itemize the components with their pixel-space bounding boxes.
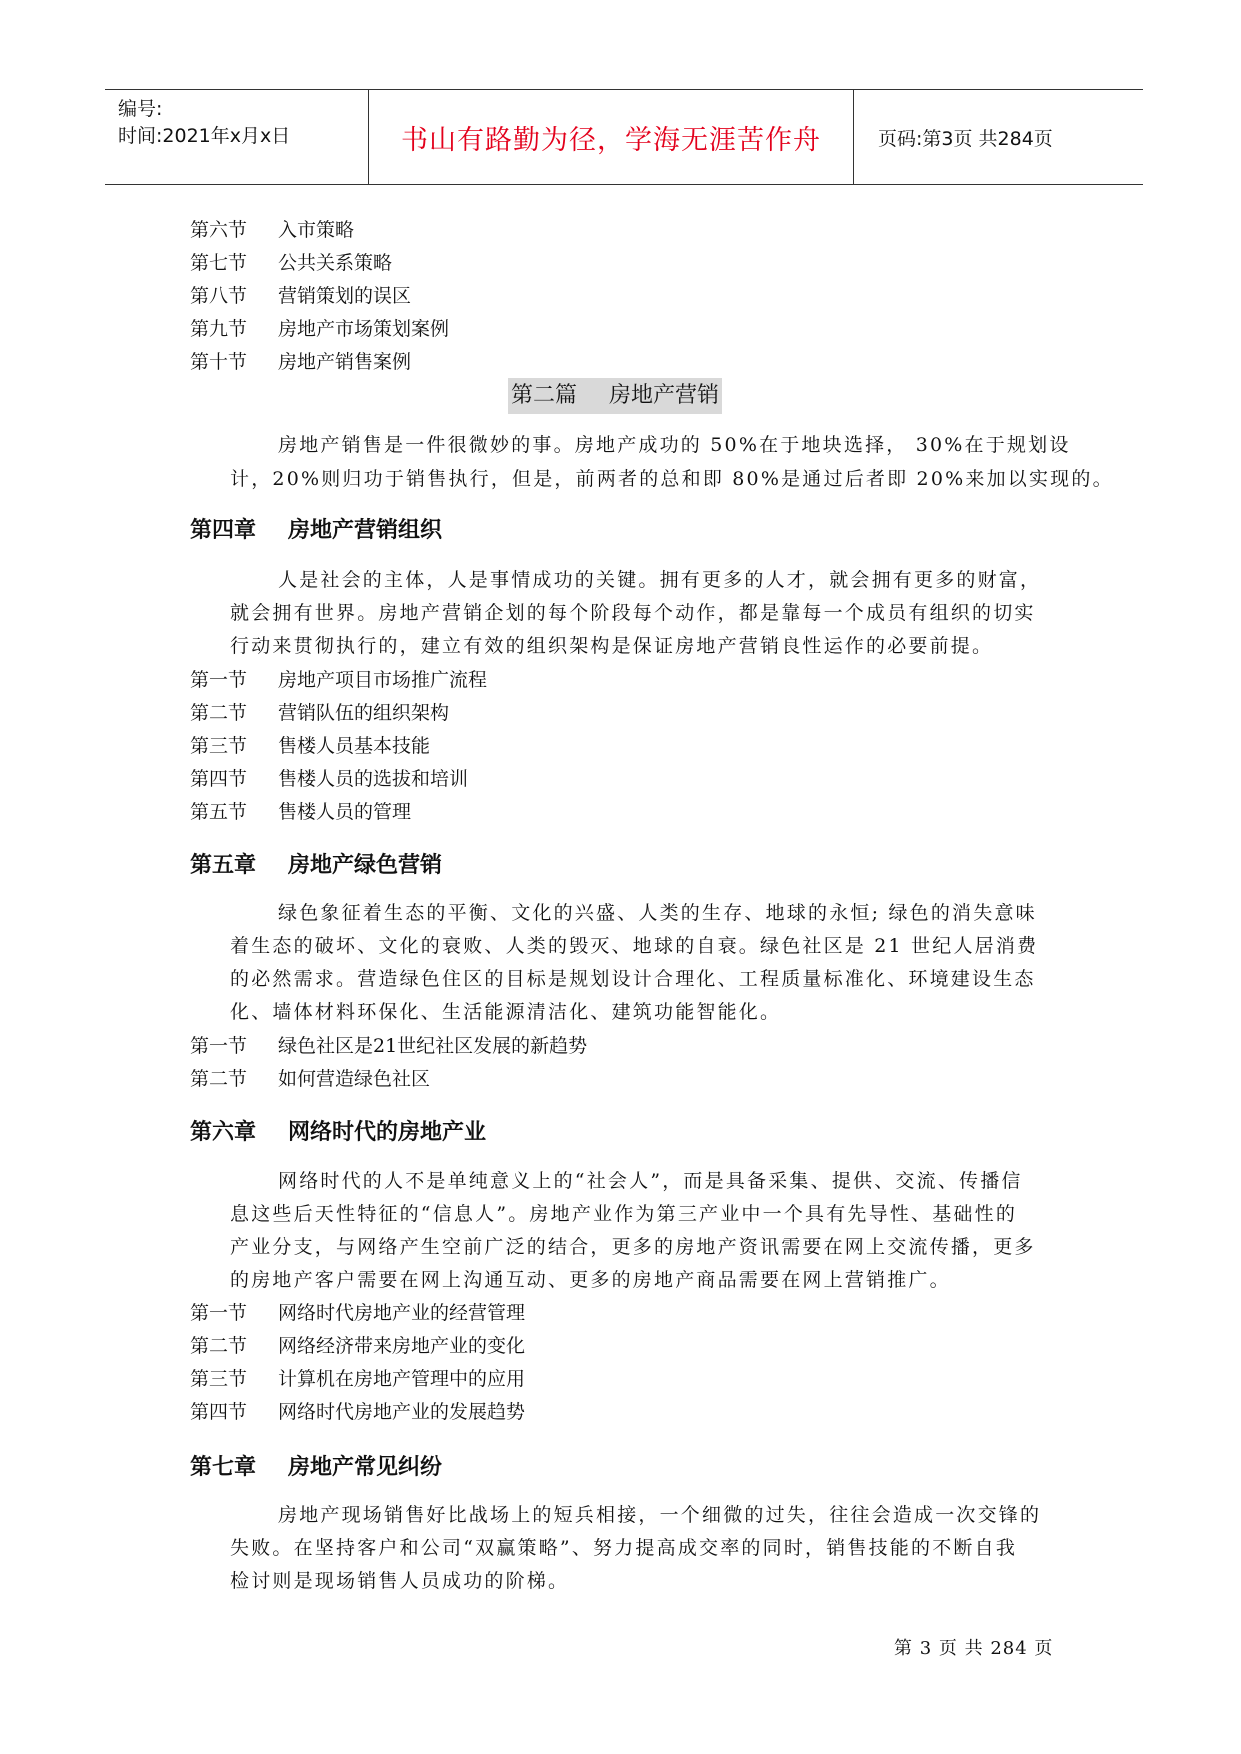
chapter-paragraph-line: 产业分支，与网络产生空前广泛的结合，更多的房地产资讯需要在网上交流传播，更多 [230, 1236, 1036, 1258]
toc-item [190, 1364, 525, 1391]
chapter-number: 第七章 [190, 1454, 257, 1480]
page-footer: 第 3 页 共 284 页 [894, 1638, 1054, 1659]
toc-item [190, 1064, 430, 1091]
section-number: 第一节 [190, 1035, 248, 1057]
chapter-paragraph-line: 绿色象征着生态的平衡、文化的兴盛、人类的生存、地球的永恒; 绿色的消失意味 [278, 902, 1037, 924]
section-title: 房地产市场策划案例 [278, 318, 450, 340]
page-number-label: 页码:第3页 共284页 [878, 128, 1053, 150]
chapter-title: 房地产营销组织 [288, 517, 443, 543]
section-title: 公共关系策略 [278, 252, 393, 274]
chapter-paragraph-line: 化、墙体材料环保化、生活能源清洁化、建筑功能智能化。 [230, 1001, 782, 1023]
section-number: 第一节 [190, 1302, 248, 1324]
section-title: 售楼人员的管理 [278, 801, 412, 823]
section-title: 营销队伍的组织架构 [278, 702, 450, 724]
chapter-number: 第五章 [190, 852, 257, 878]
section-number: 第二节 [190, 1335, 248, 1357]
section-title: 营销策划的误区 [278, 285, 412, 307]
section-number: 第四节 [190, 1401, 248, 1423]
chapter-heading [190, 1115, 486, 1146]
section-number: 第七节 [190, 252, 248, 274]
section-title: 网络时代房地产业的经营管理 [278, 1302, 526, 1324]
part-intro-line: 计，20%则归功于销售执行，但是，前两者的总和即 80%是通过后者即 20%来加以实现的。 [230, 468, 1114, 490]
section-title: 网络时代房地产业的发展趋势 [278, 1401, 526, 1423]
chapter-heading [190, 1450, 442, 1481]
section-title: 售楼人员基本技能 [278, 735, 431, 757]
section-number: 第五节 [190, 801, 248, 823]
toc-item [190, 1298, 525, 1325]
part-number: 第二篇 [511, 383, 578, 408]
chapter-paragraph-line: 房地产现场销售好比战场上的短兵相接，一个细微的过失，往往会造成一次交锋的 [278, 1504, 1042, 1526]
toc-item [190, 698, 449, 725]
section-title: 房地产项目市场推广流程 [278, 669, 488, 691]
section-title: 入市策略 [278, 219, 355, 241]
section-number: 第十节 [190, 351, 248, 373]
section-title: 如何营造绿色社区 [278, 1068, 431, 1090]
section-number: 第八节 [190, 285, 248, 307]
header-page-cell [854, 90, 1143, 184]
toc-item [190, 764, 468, 791]
chapter-paragraph-line: 着生态的破坏、文化的衰败、人类的毁灭、地球的自衰。绿色社区是 21 世纪人居消费 [230, 935, 1039, 957]
toc-item [190, 731, 430, 758]
chapter-paragraph-line: 人是社会的主体，人是事情成功的关键。拥有更多的人才，就会拥有更多的财富， [278, 569, 1042, 591]
header-meta-cell [105, 90, 369, 184]
section-number: 第二节 [190, 702, 248, 724]
toc-item [190, 248, 392, 275]
chapter-title: 网络时代的房地产业 [288, 1119, 487, 1145]
motto-text: 书山有路勤为径，学海无涯苦作舟 [401, 125, 821, 156]
section-number: 第三节 [190, 1368, 248, 1390]
section-number: 第一节 [190, 669, 248, 691]
chapter-title: 房地产常见纠纷 [288, 1454, 443, 1480]
part-heading [508, 378, 722, 414]
chapter-paragraph-line: 的必然需求。营造绿色住区的目标是规划设计合理化、工程质量标准化、环境建设生态 [230, 968, 1036, 990]
page-header [105, 89, 1143, 185]
toc-item [190, 1031, 587, 1058]
header-motto-cell [369, 90, 854, 184]
toc-item [190, 1397, 525, 1424]
toc-item [190, 215, 354, 242]
section-number: 第四节 [190, 768, 248, 790]
serial-number-label: 编号: [118, 98, 163, 120]
chapter-heading [190, 513, 442, 544]
section-title: 绿色社区是21世纪社区发展的新趋势 [278, 1035, 588, 1057]
chapter-paragraph-line: 网络时代的人不是单纯意义上的“社会人”，而是具备采集、提供、交流、传播信 [278, 1170, 1023, 1192]
chapter-number: 第四章 [190, 517, 257, 543]
chapter-heading [190, 848, 442, 879]
toc-item [190, 314, 449, 341]
part-title: 房地产营销 [609, 383, 720, 408]
section-title: 售楼人员的选拔和培训 [278, 768, 469, 790]
section-title: 网络经济带来房地产业的变化 [278, 1335, 526, 1357]
date-label: 时间:2021年x月x日 [118, 125, 291, 147]
chapter-paragraph-line: 行动来贯彻执行的，建立有效的组织架构是保证房地产营销良性运作的必要前提。 [230, 635, 994, 657]
toc-item [190, 281, 411, 308]
section-number: 第三节 [190, 735, 248, 757]
part-intro-line: 房地产销售是一件很微妙的事。房地产成功的 50%在于地块选择， 30%在于规划设 [278, 434, 1071, 456]
section-title: 计算机在房地产管理中的应用 [278, 1368, 526, 1390]
chapter-title: 房地产绿色营销 [288, 852, 443, 878]
section-title: 房地产销售案例 [278, 351, 412, 373]
chapter-paragraph-line: 检讨则是现场销售人员成功的阶梯。 [230, 1570, 570, 1592]
chapter-paragraph-line: 息这些后天性特征的“信息人”。房地产业作为第三产业中一个具有先导性、基础性的 [230, 1203, 1018, 1225]
toc-item [190, 347, 411, 374]
chapter-paragraph-line: 失败。在坚持客户和公司“双赢策略”、努力提高成交率的同时，销售技能的不断自我 [230, 1537, 1018, 1559]
section-number: 第九节 [190, 318, 248, 340]
toc-item [190, 1331, 525, 1358]
chapter-number: 第六章 [190, 1119, 257, 1145]
section-number: 第二节 [190, 1068, 248, 1090]
section-number: 第六节 [190, 219, 248, 241]
toc-item [190, 665, 487, 692]
chapter-paragraph-line: 的房地产客户需要在网上沟通互动、更多的房地产商品需要在网上营销推广。 [230, 1269, 951, 1291]
chapter-paragraph-line: 就会拥有世界。房地产营销企划的每个阶段每个动作，都是靠每一个成员有组织的切实 [230, 602, 1036, 624]
toc-item [190, 797, 411, 824]
